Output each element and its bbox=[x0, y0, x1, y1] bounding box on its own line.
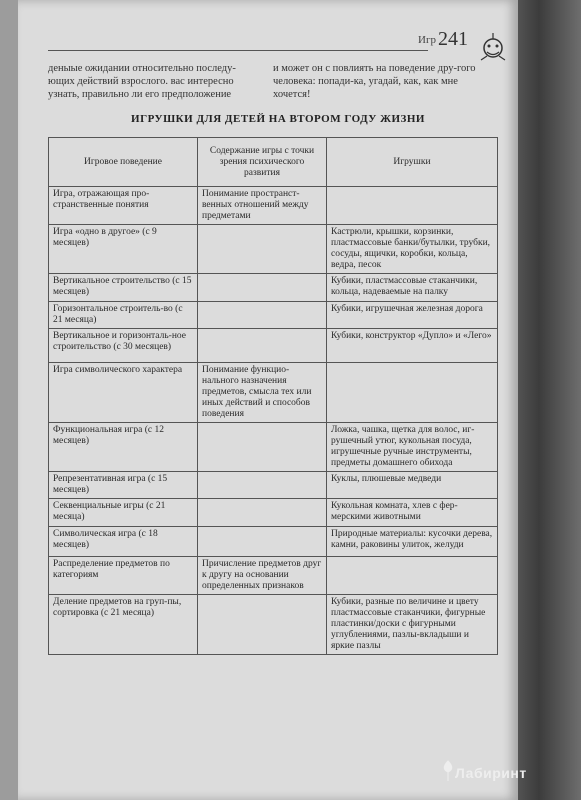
header-cell: Игровое поведение bbox=[49, 138, 198, 187]
table-cell bbox=[198, 499, 327, 527]
table-cell bbox=[327, 187, 498, 225]
table-cell bbox=[198, 595, 327, 655]
table-title: ИГРУШКИ ДЛЯ ДЕТЕЙ НА ВТОРОМ ГОДУ ЖИЗНИ bbox=[131, 113, 425, 125]
table-cell: Деление предметов на груп-пы, сортировка (с 21 месяца) bbox=[49, 595, 198, 655]
watermark: Лабиринт bbox=[455, 765, 527, 781]
table-row bbox=[49, 499, 498, 527]
page-number: 241 bbox=[438, 28, 468, 50]
table-cell: Игра «одно в другое» (с 9 месяцев) bbox=[49, 225, 198, 274]
table-cell: Кубики, пластмассовые стаканчики, кольца, надеваемые на палку bbox=[327, 274, 498, 302]
table-cell: Куклы, плюшевые медведи bbox=[327, 472, 498, 499]
table-header-row bbox=[49, 138, 498, 187]
table-cell bbox=[327, 363, 498, 423]
table-cell: Распределение предметов по категориям bbox=[49, 557, 198, 595]
table-cell: Понимание пространст-венных отношений между предметами bbox=[198, 187, 327, 225]
table-row bbox=[49, 363, 498, 423]
table-cell: Понимание функцио-нального назначения предметов, смысла тех или иных действий и способов поведения bbox=[198, 363, 327, 423]
body-text-left: деныые ожидании относительно последу-ющих действий взрослого. вас интересно узнать, правильно ли его предположение bbox=[48, 63, 236, 100]
table-cell: Кастрюли, крышки, корзинки, пластмассовые банки/бутылки, трубки, сосуды, ящички, коробки, кольца, ведра, песок bbox=[327, 225, 498, 274]
table-cell bbox=[198, 225, 327, 274]
table-cell: Ложка, чашка, щетка для волос, иг-рушечный утюг, кукольная посуда, игрушечные ручные инструменты, предметы домашнего обихода bbox=[327, 423, 498, 472]
table-cell bbox=[198, 274, 327, 302]
book-page bbox=[18, 0, 518, 800]
table-row bbox=[49, 527, 498, 557]
table-cell: Репрезентативная игра (с 15 месяцев) bbox=[49, 472, 198, 499]
table-cell: Кубики, разные по величине и цвету пластмассовые стаканчики, фигурные пластинки/доски с фигурными углублениями, пазлы-вкладыши и яркие пазлы bbox=[327, 595, 498, 655]
table-cell: Секвенциальные игры (с 21 месяца) bbox=[49, 499, 198, 527]
table-cell: Символическая игра (с 18 месяцев) bbox=[49, 527, 198, 557]
table-cell: Игра символического характера bbox=[49, 363, 198, 423]
table-row bbox=[49, 274, 498, 302]
table-cell bbox=[198, 302, 327, 329]
table-row bbox=[49, 329, 498, 363]
running-head: Игр bbox=[418, 34, 436, 46]
table-cell: Игра, отражающая про-странственные понятия bbox=[49, 187, 198, 225]
table-cell bbox=[198, 472, 327, 499]
header-cell: Игрушки bbox=[327, 138, 498, 187]
table-row bbox=[49, 225, 498, 274]
header-rule bbox=[48, 50, 428, 51]
table-cell: Вертикальное и горизонталь-ное строительство (с 30 месяцев) bbox=[49, 329, 198, 363]
table-row bbox=[49, 302, 498, 329]
table-row bbox=[49, 557, 498, 595]
table-cell: Причисление предметов друг к другу на основании определенных признаков bbox=[198, 557, 327, 595]
toys-table bbox=[48, 137, 498, 655]
table-cell: Вертикальное строительство (с 15 месяцев) bbox=[49, 274, 198, 302]
table-cell: Кубики, конструктор «Дупло» и «Лего» bbox=[327, 329, 498, 363]
table-cell bbox=[198, 527, 327, 557]
table-cell: Природные материалы: кусочки дерева, камни, раковины улиток, желуди bbox=[327, 527, 498, 557]
table-row bbox=[49, 187, 498, 225]
table-cell: Кубики, игрушечная железная дорога bbox=[327, 302, 498, 329]
labirint-logo-icon bbox=[440, 760, 456, 782]
book-edge bbox=[511, 0, 581, 800]
table-cell bbox=[198, 423, 327, 472]
table-cell: Кукольная комната, хлев с фер-мерскими животными bbox=[327, 499, 498, 527]
table-row bbox=[49, 472, 498, 499]
table-cell bbox=[327, 557, 498, 595]
body-text-right: и может он с повлиять на поведение дру-гого человека: попади-ка, угадай, как, как мне хочется! bbox=[273, 63, 476, 100]
table-row bbox=[49, 423, 498, 472]
table-cell: Функциональная игра (с 12 месяцев) bbox=[49, 423, 198, 472]
table-cell bbox=[198, 329, 327, 363]
table-cell: Горизонтальное строитель-во (с 21 месяца) bbox=[49, 302, 198, 329]
table-row bbox=[49, 595, 498, 655]
header-cell: Содержание игры с точки зрения психического развития bbox=[198, 138, 327, 187]
